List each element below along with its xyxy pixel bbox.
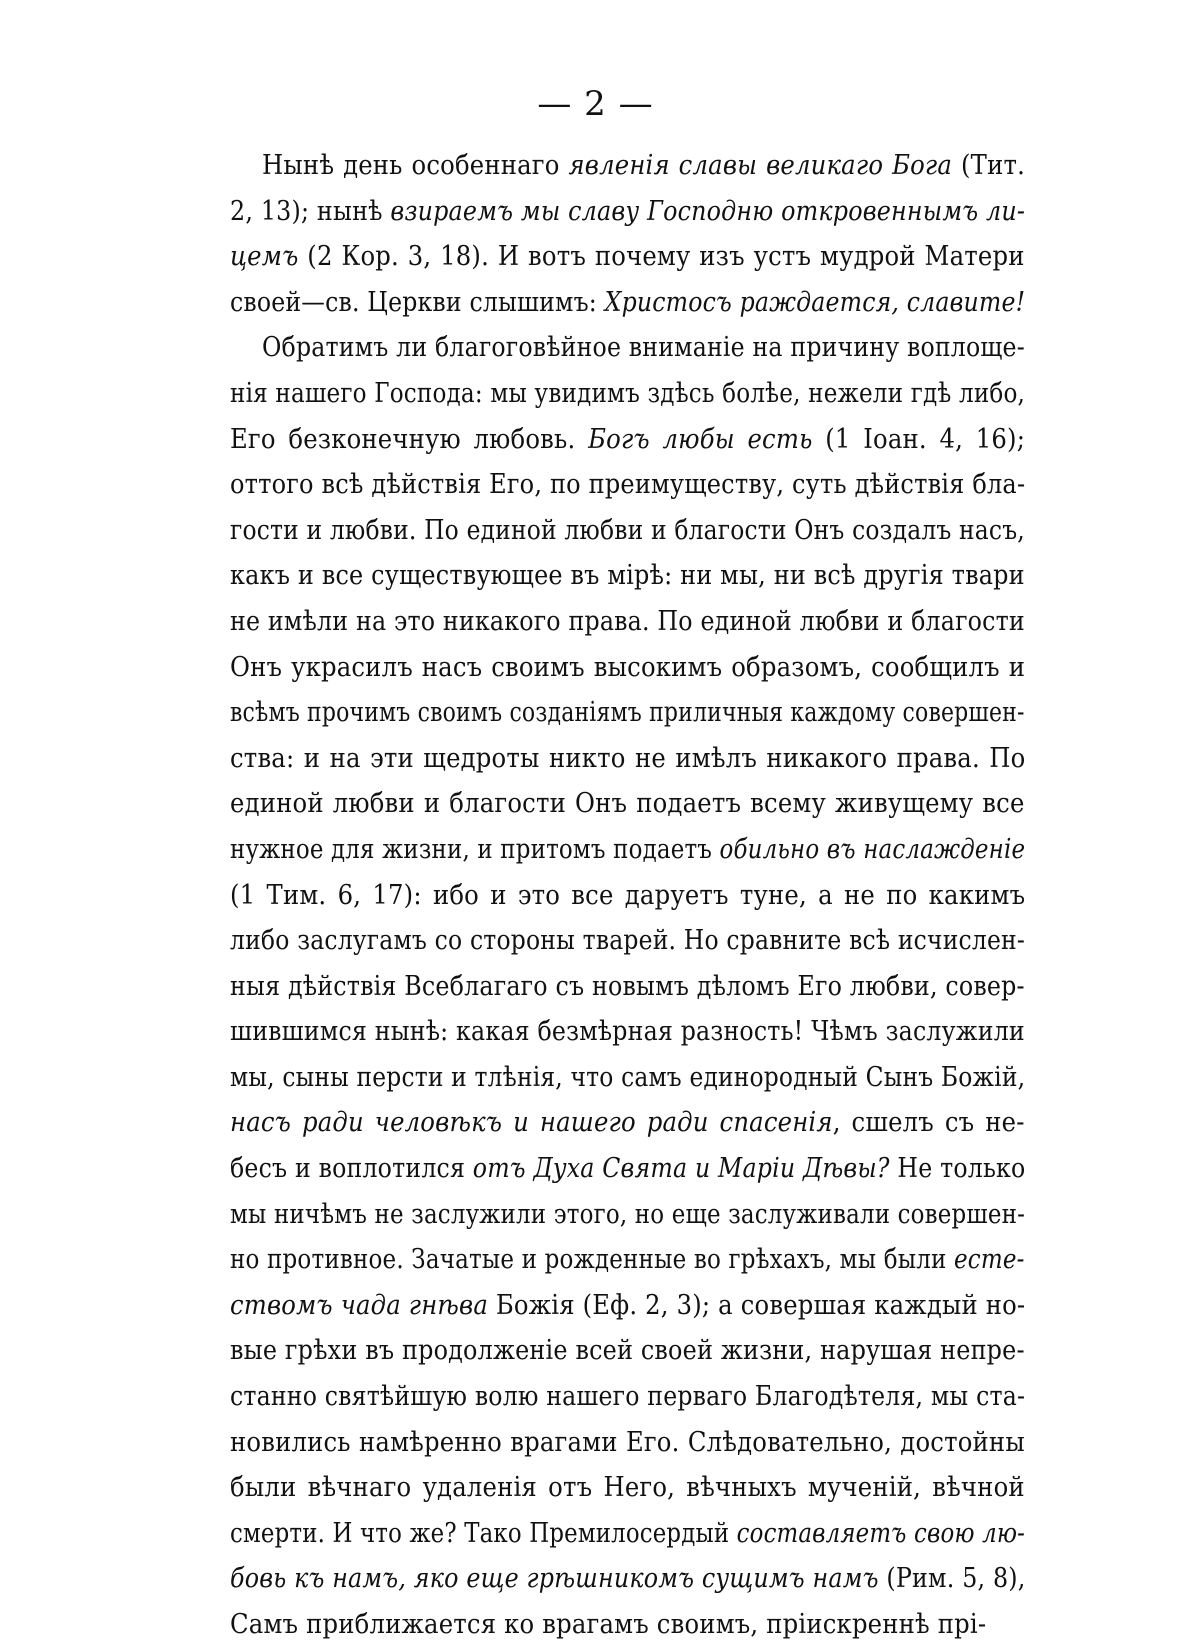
text-run: Божія (Еф. 2, 3); а совершая каждый но- xyxy=(488,1289,1025,1321)
text-run: своей—св. Церкви слышимъ: xyxy=(230,286,605,318)
italic-phrase: цемъ xyxy=(230,241,299,273)
text-run: были вѣчнаго удаленія отъ Него, вѣчныхъ мученій, вѣчной xyxy=(230,1472,1025,1504)
text-line xyxy=(230,964,1025,1010)
text-run: Обратимъ ли благоговѣйное вниманіе на причину воплоще- xyxy=(262,332,1025,364)
italic-phrase: взираемъ мы славу Господню откровеннымъ ли- xyxy=(390,195,1025,227)
text-line xyxy=(230,1192,1025,1238)
text-line xyxy=(230,1146,1025,1192)
text-run: бесъ и воплотился xyxy=(230,1153,473,1185)
text-run: шившимся нынѣ: какая безмѣрная разность! Чѣмъ заслужили xyxy=(230,1016,1025,1048)
text-run: единой любви и благости Онъ подаетъ всему живущему все xyxy=(230,788,1025,820)
text-line xyxy=(230,143,1025,189)
text-line xyxy=(230,873,1025,919)
text-run: ства: и на эти щедроты никто не имѣлъ никакого права. По xyxy=(230,742,1025,774)
text-run: Нынѣ день особеннаго xyxy=(262,150,569,181)
italic-phrase: отъ Духа Свята и Маріи Дѣвы? xyxy=(472,1153,890,1185)
text-run: либо заслугамъ со стороны тварей. Но сравните всѣ исчислен- xyxy=(230,925,1025,957)
text-line xyxy=(230,234,1025,280)
italic-phrase: бовь къ намъ, яко еще грѣшникомъ сущимъ намъ xyxy=(230,1563,879,1595)
italic-phrase: Богъ любы есть xyxy=(588,423,813,455)
text-run: (Рим. 5, 8), xyxy=(878,1563,1025,1595)
text-line xyxy=(230,508,1025,554)
italic-phrase: составляетъ свою лю- xyxy=(736,1517,1025,1549)
body-text xyxy=(230,143,1025,1648)
text-line xyxy=(230,1511,1025,1557)
text-run: , сшелъ съ не- xyxy=(832,1107,1025,1139)
text-line xyxy=(230,1237,1025,1283)
italic-phrase: насъ ради человѣкъ и нашего ради спасенія xyxy=(230,1107,833,1139)
text-run: (1 Іоан. 4, 16); xyxy=(812,423,1025,455)
text-line xyxy=(230,462,1025,508)
text-line xyxy=(230,280,1025,326)
text-line xyxy=(230,645,1025,691)
text-run: какъ и все существующее въ мірѣ: ни мы, ни всѣ другія твари xyxy=(230,560,1025,592)
text-run: 2, 13); нынѣ xyxy=(230,195,391,227)
italic-phrase: есте- xyxy=(954,1244,1025,1276)
text-line xyxy=(230,918,1025,964)
text-line xyxy=(230,1556,1025,1602)
text-run: смерти. И что же? Тако Премилосердый xyxy=(230,1517,737,1549)
text-line xyxy=(230,1328,1025,1374)
text-line xyxy=(230,1009,1025,1055)
text-run: (Тит. xyxy=(952,150,1025,181)
text-line xyxy=(230,1602,1025,1648)
text-line xyxy=(230,781,1025,827)
text-line xyxy=(230,417,1025,463)
text-run: всѣмъ прочимъ своимъ созданіямъ приличныя каждому совершен- xyxy=(230,697,1025,729)
text-line xyxy=(230,1283,1025,1329)
italic-phrase: Христосъ раждается, славите! xyxy=(604,286,1025,318)
text-line xyxy=(230,599,1025,645)
text-line xyxy=(230,690,1025,736)
text-run: но противное. Зачатые и рожденные во грѣхахъ, мы были xyxy=(230,1244,955,1276)
text-run: станно святѣйшую волю нашего перваго Благодѣтеля, мы ста- xyxy=(230,1381,1025,1413)
text-run: ныя дѣйствія Всеблагаго съ новымъ дѣломъ Его любви, совер- xyxy=(230,970,1025,1002)
text-run: Его безконечную любовь. xyxy=(230,423,589,455)
text-line xyxy=(230,325,1025,371)
text-line xyxy=(230,189,1025,235)
text-run: нія нашего Господа: мы увидимъ здѣсь болѣе, нежели гдѣ либо, xyxy=(230,377,1025,409)
text-run: (1 Тим. 6, 17): ибо и это все даруетъ туне, а не по какимъ xyxy=(230,879,1025,911)
text-run: оттого всѣ дѣйствія Его, по преимуществу, суть дѣйствія бла- xyxy=(230,469,1025,501)
text-run: мы, сыны персти и тлѣнія, что самъ единородный Сынъ Божій, xyxy=(230,1061,1025,1093)
text-run: нужное для жизни, и притомъ подаетъ xyxy=(230,833,720,865)
text-line xyxy=(230,1420,1025,1466)
text-line xyxy=(230,736,1025,782)
text-run: (2 Кор. 3, 18). И вотъ почему изъ устъ мудрой Матери xyxy=(298,241,1025,273)
text-run: мы ничѣмъ не заслужили этого, но еще заслуживали совершен- xyxy=(230,1198,1025,1230)
italic-phrase: обильно въ наслажденіе xyxy=(719,833,1025,865)
page-number: — 2 — xyxy=(537,84,654,124)
text-line xyxy=(230,827,1025,873)
text-line xyxy=(230,1374,1025,1420)
italic-phrase: явленія славы великаго Бога xyxy=(568,150,953,181)
text-line xyxy=(230,1100,1025,1146)
text-line xyxy=(230,1055,1025,1101)
text-line xyxy=(230,371,1025,417)
text-run: Онъ украсилъ насъ своимъ высокимъ образомъ, сообщилъ и xyxy=(230,651,1025,683)
italic-phrase: ствомъ чада гнѣва xyxy=(230,1289,489,1321)
text-line xyxy=(230,1465,1025,1511)
text-run: Не только xyxy=(889,1153,1025,1185)
text-line xyxy=(230,553,1025,599)
text-run: гости и любви. По единой любви и благости Онъ создалъ насъ, xyxy=(230,514,1025,546)
text-run: не имѣли на это никакого права. По единой любви и благости xyxy=(230,605,1025,637)
text-run: вые грѣхи въ продолженіе всей своей жизни, нарушая непре- xyxy=(230,1335,1025,1367)
text-run: Самъ приближается ко врагамъ своимъ, пріискреннѣ прі- xyxy=(230,1609,987,1640)
text-run: новились намѣренно врагами Его. Слѣдовательно, достойны xyxy=(230,1426,1025,1458)
